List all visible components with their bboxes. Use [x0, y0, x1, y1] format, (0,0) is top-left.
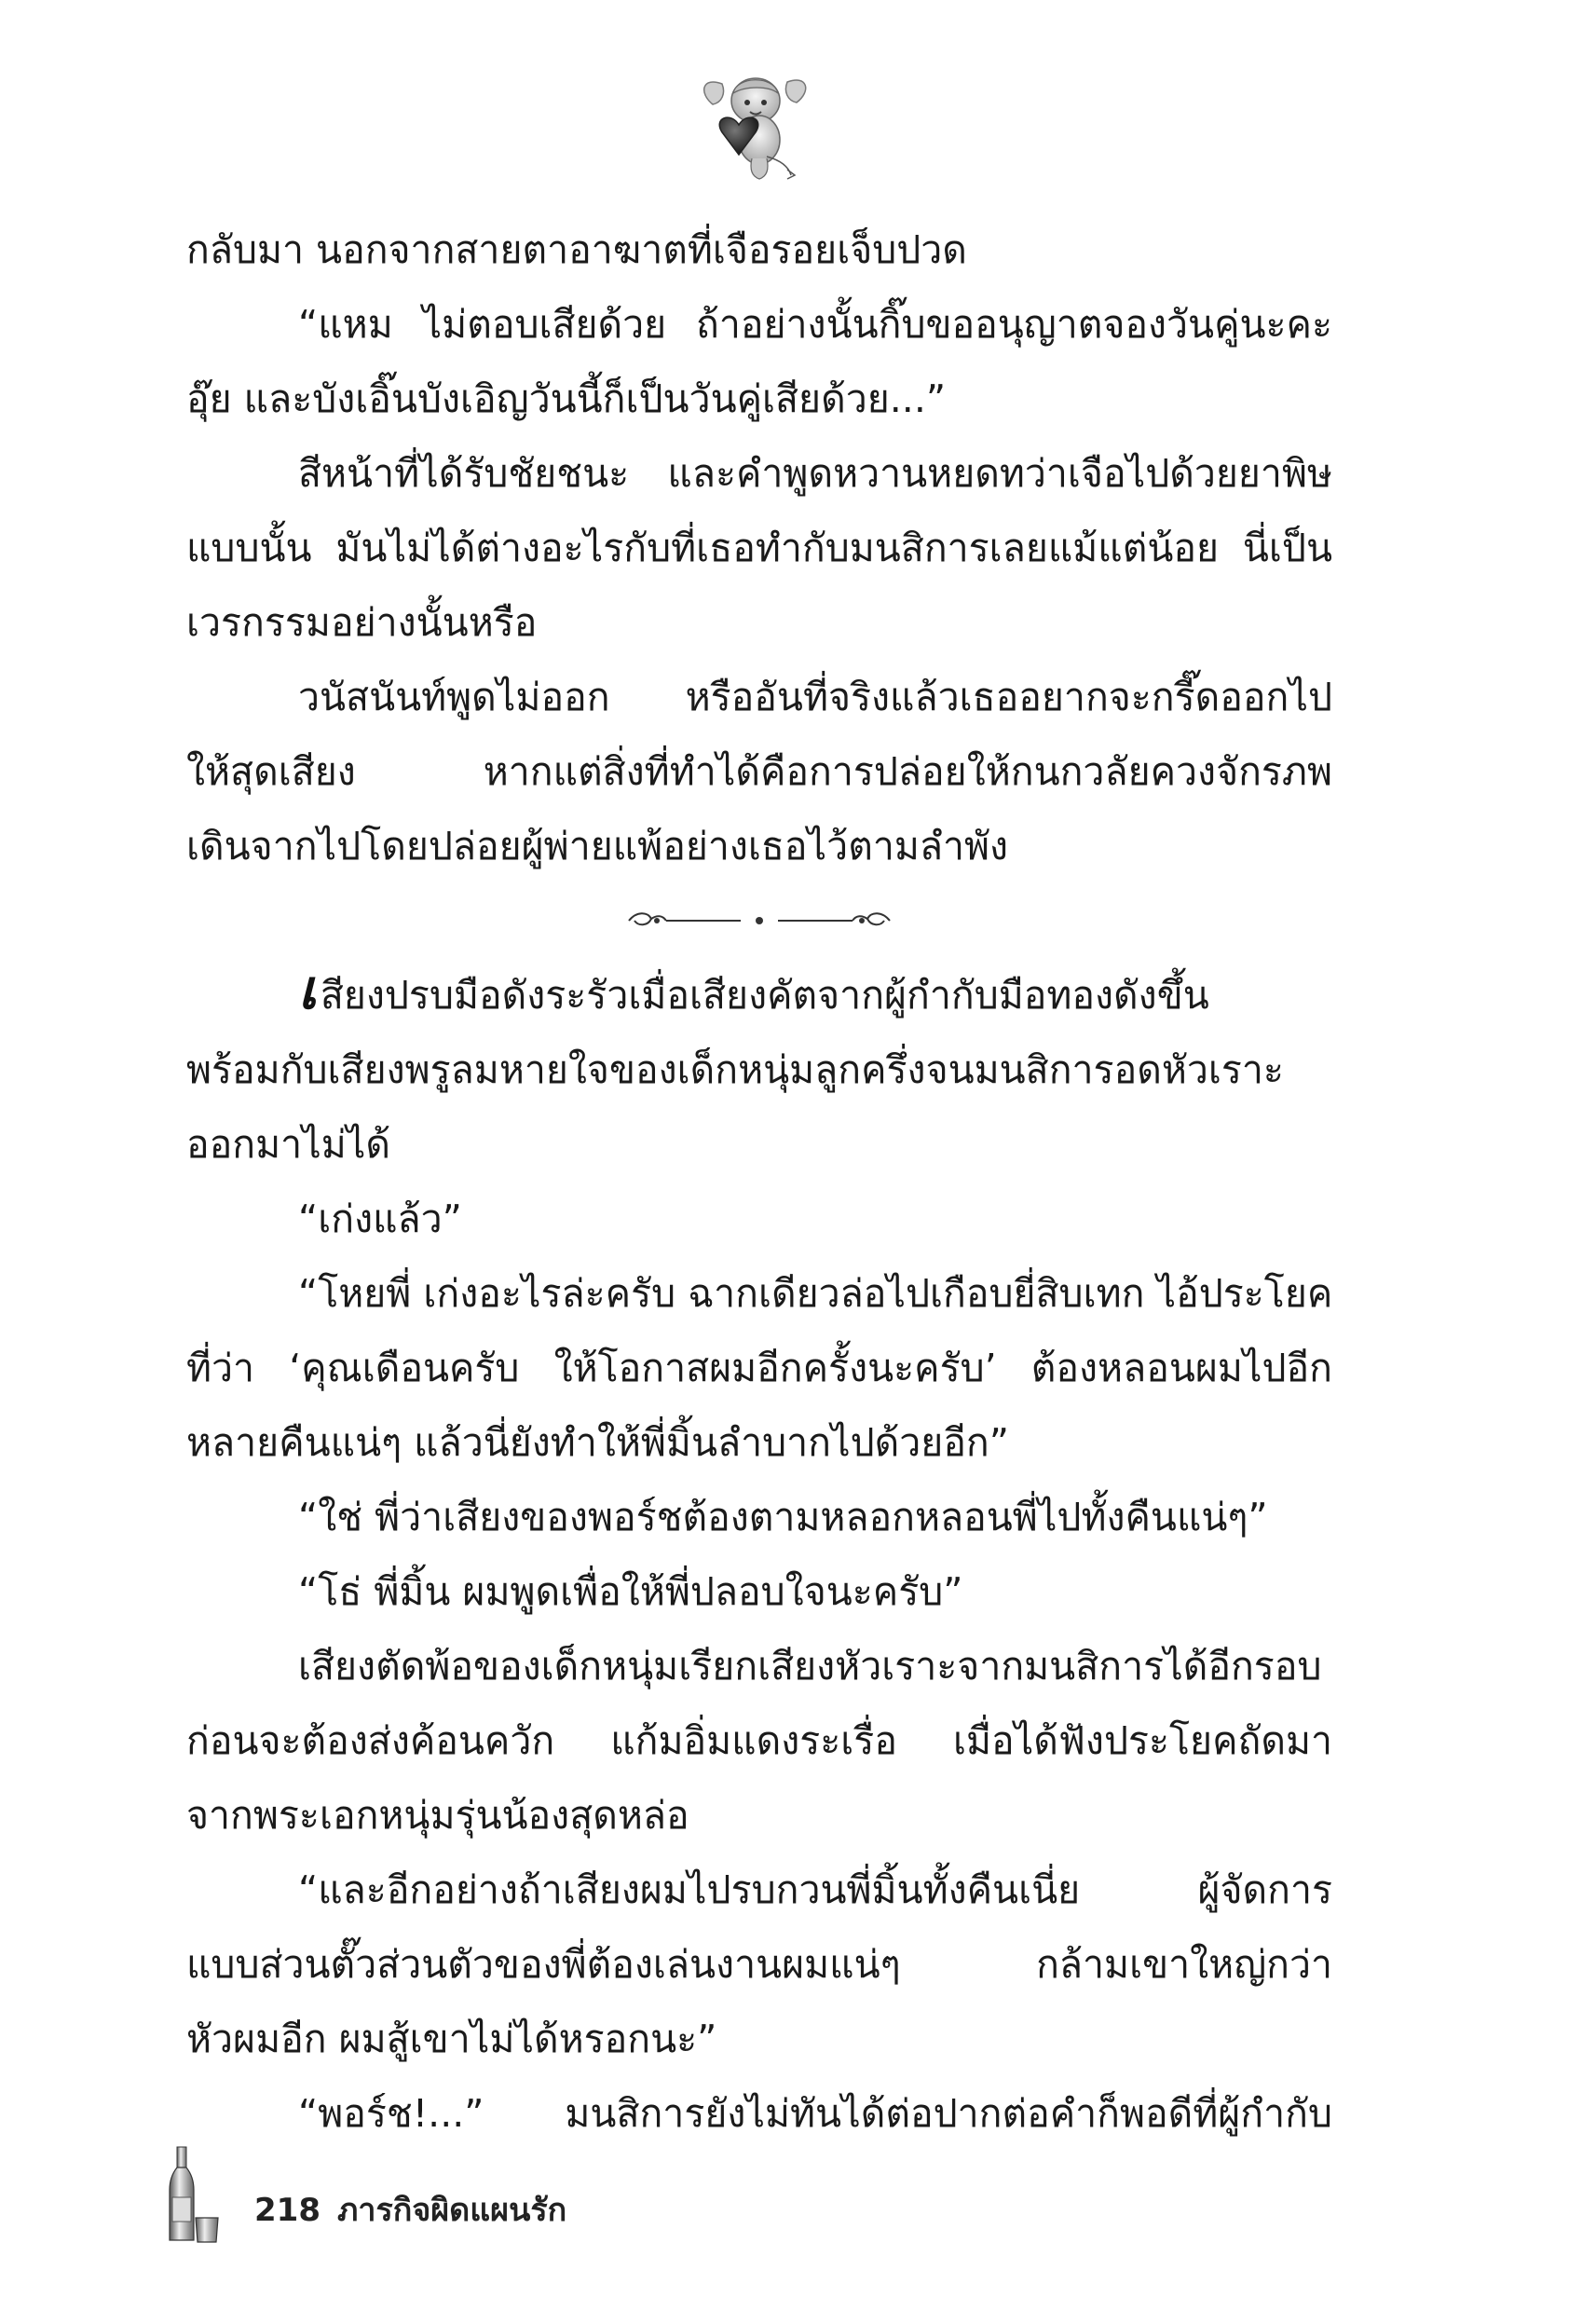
text-line: วนัสนันท์พูดไม่ออก หรืออันที่จริงแล้วเธออยากจะกรี๊ดออกไป	[298, 675, 1332, 719]
text-line: สีหน้าที่ได้รับชัยชนะ และคำพูดหวานหยดทว่าเจือไปด้วยยาพิษ	[298, 451, 1332, 496]
text-line: ก่อนจะต้องส่งค้อนควัก แก้มอิ่มแดงระเรื่อ เมื่อได้ฟังประโยคถัดมา	[186, 1718, 1332, 1763]
text-line: หลายคืนแน่ๆ แล้วนี่ยังทำให้พี่มิ้นลำบากไปด้วยอีก”	[186, 1420, 1010, 1465]
paragraph-block-2	[186, 958, 1332, 2151]
cupid-heart-ornament-icon	[694, 65, 815, 186]
text-line-content: สียงปรบมือดังระรัวเมื่อเสียงคัตจากผู้กำกับมือทองดังขึ้น	[320, 973, 1209, 1018]
text-line: แบบนั้น มันไม่ได้ต่างอะไรกับที่เธอทำกับมนสิการเลยแม้แต่น้อย นี่เป็น	[186, 526, 1332, 570]
text-line: พร้อมกับเสียงพรูลมหายใจของเด็กหนุ่มลูกครึ่งจนมนสิการอดหัวเราะ	[186, 1047, 1284, 1092]
footer-label	[254, 2184, 566, 2235]
scroll-divider-ornament	[620, 902, 899, 939]
text-line: “และอีกอย่างถ้าเสียงผมไปรบกวนพี่มิ้นทั้งคืนเนี่ย ผู้จัดการ	[298, 1867, 1332, 1912]
text-line: จากพระเอกหนุ่มรุ่นน้องสุดหล่อ	[186, 1793, 689, 1838]
text-line: “ใช่ พี่ว่าเสียงของพอร์ชต้องตามหลอกหลอนพี่ไปทั้งคืนแน่ๆ”	[298, 1495, 1268, 1539]
book-title: ภารกิจผิดแผนรัก	[336, 2192, 567, 2229]
text-line: เวรกรรมอย่างนั้นหรือ	[186, 600, 538, 645]
text-line: หัวผมอีก ผมสู้เขาไม่ได้หรอกนะ”	[186, 2017, 717, 2061]
text-line: อุ๊ย และบังเอิ๊นบังเอิญวันนี้ก็เป็นวันคู่เสียด้วย...”	[186, 376, 947, 421]
text-line: “พอร์ช!...” มนสิการยังไม่ทันได้ต่อปากต่อคำก็พอดีที่ผู้กำกับ	[298, 2091, 1332, 2136]
page-number: 218	[254, 2192, 321, 2229]
text-line: กลับมา นอกจากสายตาอาฆาตที่เจือรอยเจ็บปวด	[186, 227, 967, 272]
text-line: “โธ่ พี่มิ้น ผมพูดเพื่อให้พี่ปลอบใจนะครับ”	[298, 1569, 963, 1614]
text-line: แบบส่วนตั๊วส่วนตัวของพี่ต้องเล่นงานผมแน่ๆ กล้ามเขาใหญ่กว่า	[186, 1942, 1332, 1987]
text-line: เสียงตัดพ้อของเด็กหนุ่มเรียกเสียงหัวเราะจากมนสิการได้อีกรอบ	[298, 1644, 1322, 1689]
page-footer	[166, 2143, 725, 2246]
text-line: “โหยพี่ เก่งอะไรล่ะครับ ฉากเดียวล่อไปเกือบยี่สิบเทก ไอ้ประโยค	[298, 1271, 1332, 1316]
text-line: ออกมาไม่ได้	[186, 1122, 391, 1167]
text-line: ให้สุดเสียง หากแต่สิ่งที่ทำได้คือการปล่อยให้กนกวลัยควงจักรภพ	[186, 749, 1332, 794]
text-line: เดินจากไปโดยปล่อยผู้พ่ายแพ้อย่างเธอไว้ตามลำพัง	[186, 824, 1009, 868]
text-line	[186, 958, 1332, 1032]
paragraph-block-1	[186, 212, 1332, 883]
bottle-glass-icon	[166, 2143, 222, 2246]
text-line: “เก่งแล้ว”	[298, 1197, 462, 1241]
text-line: “แหม ไม่ตอบเสียด้วย ถ้าอย่างนั้นกิ๊บขออนุญาตจองวันคู่นะคะ	[298, 302, 1332, 347]
text-line: ที่ว่า ‘คุณเดือนครับ ให้โอกาสผมอีกครั้งนะครับ’ ต้องหลอนผมไปอีก	[186, 1346, 1332, 1390]
drop-cap: เ	[298, 958, 317, 1021]
